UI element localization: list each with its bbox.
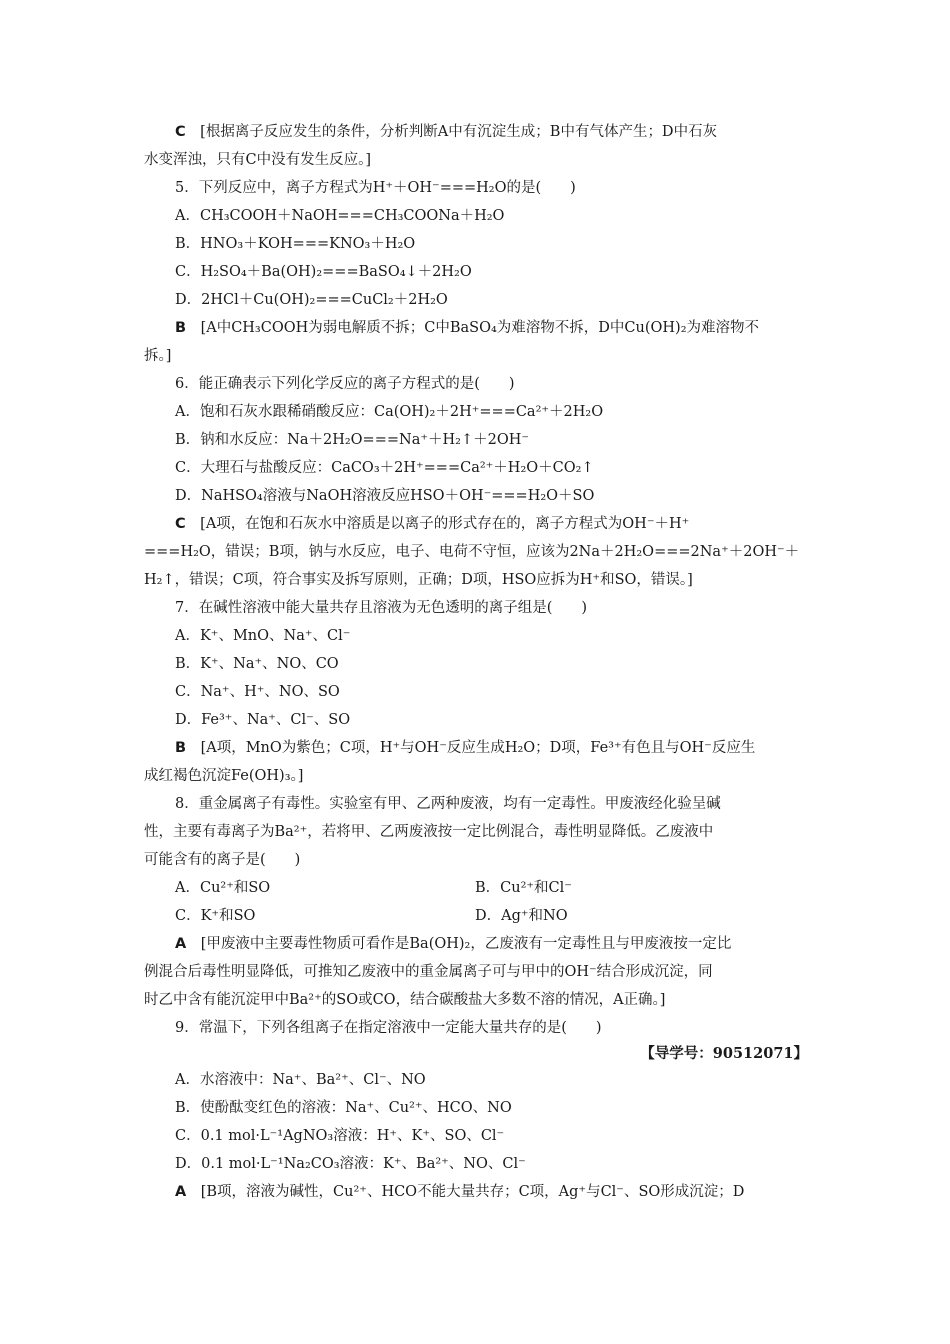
line-text: 5．下列反应中，离子方程式为H⁺＋OH⁻===H₂O的是( ) (175, 180, 576, 196)
text-line (175, 626, 350, 646)
answer-letter: A (175, 1184, 187, 1200)
line-text: [B项，溶液为碱性，Cu²⁺、HCO不能大量共存；C项，Ag⁺与Cl⁻、SO形成沉淀；D (200, 1184, 745, 1200)
option-right: B．Cu²⁺和Cl⁻ (475, 880, 572, 896)
line-text: 水变浑浊，只有C中没有发生反应。] (144, 152, 372, 168)
line-text: B．使酚酞变红色的溶液：Na⁺、Cu²⁺、HCO、NO (175, 1100, 512, 1116)
text-line (144, 822, 713, 842)
option-row (175, 878, 815, 898)
line-text: [A项，MnO为紫色；C项，H⁺与OH⁻反应生成H₂O；D项，Fe³⁺有色且与OH⁻反应生 (200, 740, 756, 756)
text-line (144, 962, 713, 982)
line-text: [A中CH₃COOH为弱电解质不拆；C中BaSO₄为难溶物不拆，D中Cu(OH)₂为难溶物不 (200, 320, 760, 336)
text-line (175, 234, 415, 254)
text-line (175, 794, 721, 814)
line-text: A．水溶液中：Na⁺、Ba²⁺、Cl⁻、NO (175, 1072, 426, 1088)
text-line (175, 262, 472, 282)
text-line (144, 346, 171, 366)
line-text: B．HNO₃＋KOH===KNO₃＋H₂O (175, 236, 416, 252)
line-text: 拆。] (144, 348, 172, 364)
line-text: 例混合后毒性明显降低，可推知乙废液中的重金属离子可与甲中的OH⁻结合形成沉淀，同 (144, 964, 713, 980)
line-text: ===H₂O，错误；B项，钠与水反应，电子、电荷不守恒，应该为2Na＋2H₂O===2Na⁺＋2OH⁻＋ (144, 544, 800, 560)
text-line (175, 486, 594, 506)
text-line (175, 402, 603, 422)
text-line (175, 458, 594, 478)
text-line (175, 1154, 526, 1174)
text-line (175, 738, 755, 758)
text-line (175, 206, 504, 226)
text-line (175, 682, 340, 702)
line-text: [A项，在饱和石灰水中溶质是以离子的形式存在的，离子方程式为OH⁻＋H⁺ (200, 516, 690, 532)
text-line (144, 990, 665, 1010)
option-left: C．K⁺和SO (175, 908, 256, 924)
text-line (175, 1070, 426, 1090)
text-line (175, 430, 529, 450)
text-line (175, 598, 587, 618)
line-text: 可能含有的离子是( ) (144, 852, 301, 868)
text-line (175, 1182, 744, 1202)
line-text: D．NaHSO₄溶液与NaOH溶液反应HSO＋OH⁻===H₂O＋SO (175, 488, 595, 504)
line-text: C．大理石与盐酸反应：CaCO₃＋2H⁺===Ca²⁺＋H₂O＋CO₂↑ (175, 460, 594, 476)
text-line (175, 290, 448, 310)
answer-letter: C (175, 516, 186, 532)
answer-letter: B (175, 740, 187, 756)
option-left: A．Cu²⁺和SO (175, 880, 271, 896)
text-line (175, 1018, 602, 1038)
line-text: C．Na⁺、H⁺、NO、SO (175, 684, 340, 700)
line-text: A．K⁺、MnO、Na⁺、Cl⁻ (175, 628, 351, 644)
line-text: A．饱和石灰水跟稀硝酸反应：Ca(OH)₂＋2H⁺===Ca²⁺＋2H₂O (175, 404, 604, 420)
line-text: D．Fe³⁺、Na⁺、Cl⁻、SO (175, 712, 351, 728)
line-text: B．K⁺、Na⁺、NO、CO (175, 656, 339, 672)
text-line (144, 150, 371, 170)
line-text: H₂↑，错误；C项，符合事实及拆写原则，正确；D项，HSO应拆为H⁺和SO，错误。] (144, 572, 693, 588)
line-text: [甲废液中主要毒性物质可看作是Ba(OH)₂，乙废液有一定毒性且与甲废液按一定比 (200, 936, 732, 952)
option-right: D．Ag⁺和NO (475, 908, 568, 924)
text-line (144, 570, 693, 590)
line-text: D．2HCl＋Cu(OH)₂===CuCl₂＋2H₂O (175, 292, 448, 308)
line-text: 性，主要有毒离子为Ba²⁺，若将甲、乙两废液按一定比例混合，毒性明显降低。乙废液中 (144, 824, 714, 840)
line-text: 时乙中含有能沉淀甲中Ba²⁺的SO或CO，结合碳酸盐大多数不溶的情况，A正确。] (144, 992, 666, 1008)
option-row (175, 906, 815, 926)
line-text: [根据离子反应发生的条件，分析判断A中有沉淀生成；B中有气体产生；D中石灰 (200, 124, 718, 140)
text-line (175, 318, 759, 338)
text-line (144, 542, 799, 562)
text-line (175, 654, 339, 674)
answer-letter: A (175, 936, 187, 952)
line-text: D．0.1 mol·L⁻¹Na₂CO₃溶液：K⁺、Ba²⁺、NO、Cl⁻ (175, 1156, 526, 1172)
line-text: 8．重金属离子有毒性。实验室有甲、乙两种废液，均有一定毒性。甲废液经化验呈碱 (175, 796, 721, 812)
line-text: C．0.1 mol·L⁻¹AgNO₃溶液：H⁺、K⁺、SO、Cl⁻ (175, 1128, 505, 1144)
line-text: 7．在碱性溶液中能大量共存且溶液为无色透明的离子组是( ) (175, 600, 588, 616)
text-line (175, 934, 731, 954)
line-text: B．钠和水反应：Na＋2H₂O===Na⁺＋H₂↑＋2OH⁻ (175, 432, 530, 448)
text-line (175, 1126, 504, 1146)
text-line (144, 766, 303, 786)
line-text: 6．能正确表示下列化学反应的离子方程式的是( ) (175, 376, 515, 392)
text-line (175, 1098, 512, 1118)
reference-number: 【导学号：90512071】 (640, 1045, 808, 1062)
answer-letter: C (175, 124, 186, 140)
line-text: 9．常温下，下列各组离子在指定溶液中一定能大量共存的是( ) (175, 1020, 602, 1036)
text-line (175, 514, 689, 534)
text-line (175, 178, 576, 198)
text-line (175, 374, 515, 394)
line-text: A．CH₃COOH＋NaOH===CH₃COONa＋H₂O (175, 208, 505, 224)
text-line (175, 710, 350, 730)
line-text: 成红褐色沉淀Fe(OH)₃。] (144, 768, 304, 784)
text-line (175, 122, 717, 142)
line-text: C．H₂SO₄＋Ba(OH)₂===BaSO₄↓＋2H₂O (175, 264, 472, 280)
answer-letter: B (175, 320, 187, 336)
text-line (144, 850, 300, 870)
